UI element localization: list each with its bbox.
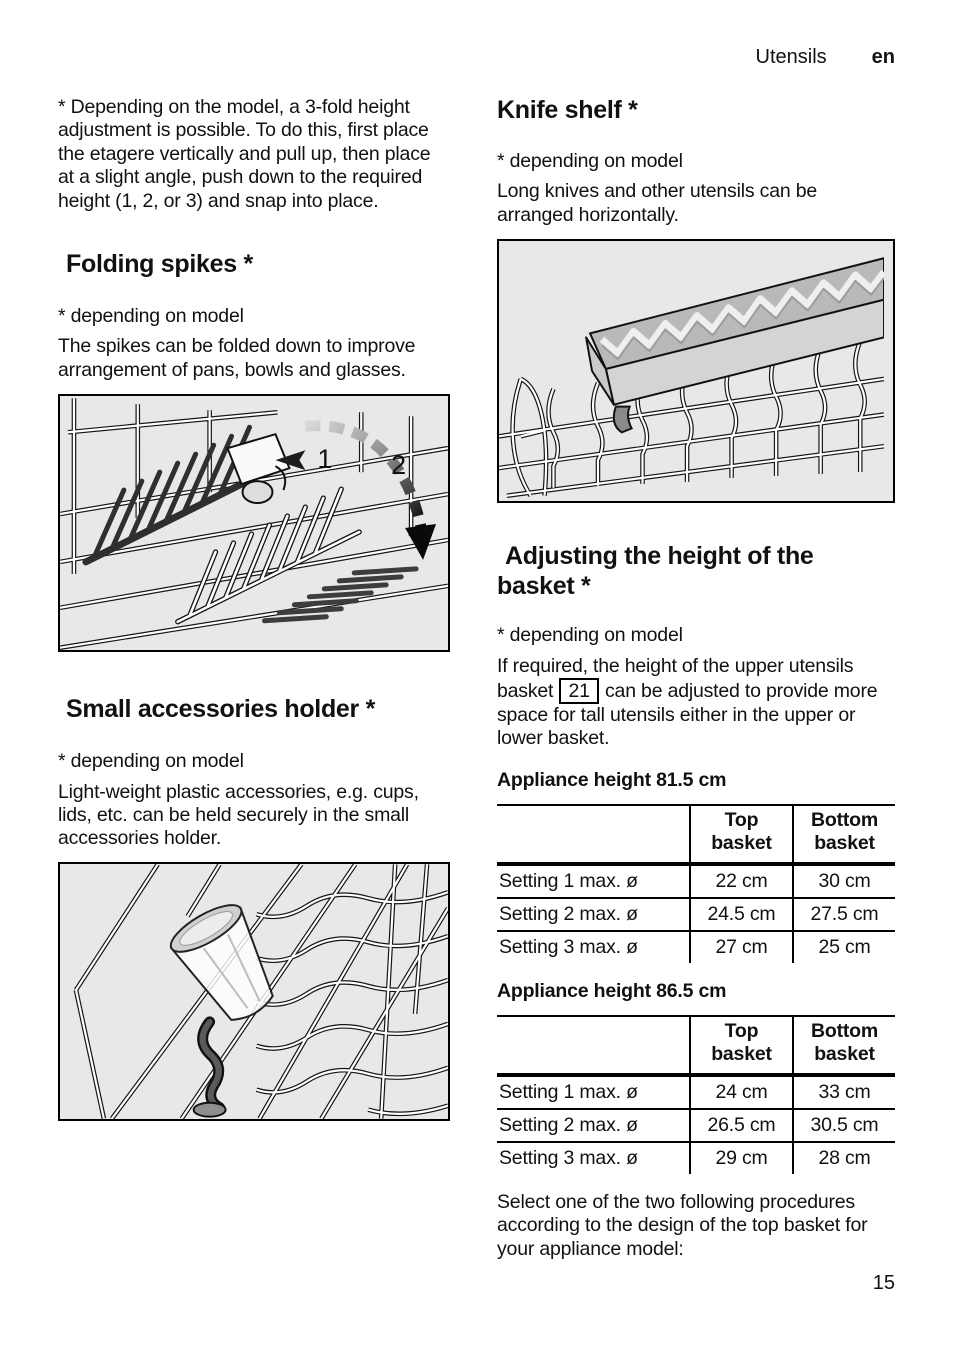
setting-label: Setting 3 max. ø (497, 1142, 690, 1174)
knife-shelf-body: Long knives and other utensils can be arranged horizontally. (497, 180, 817, 226)
page-number: 15 (872, 1272, 895, 1294)
closing-paragraph: Select one of the two following procedures according to the design of the top basket for your appliance model: (497, 1190, 868, 1260)
body-after-ref: can be adjusted to provide more space for tall utensils either in the upper or lower basket. (497, 680, 878, 750)
top-basket-header: Top basket (690, 1016, 793, 1075)
height-table-81 (497, 804, 895, 963)
figure-folding-spikes (58, 394, 450, 652)
bottom-basket-value: 30 cm (818, 869, 871, 892)
top-basket-value: 24 cm (690, 1075, 793, 1109)
folding-spikes-title: Folding spikes * (66, 250, 253, 279)
empty-header-cell (497, 805, 690, 864)
small-accessories-model-note: * depending on model (58, 750, 244, 773)
folding-spikes-illustration (60, 396, 448, 650)
header-section-title: Utensils (755, 46, 827, 68)
setting-label: Setting 3 max. ø (497, 931, 690, 963)
setting-label: Setting 1 max. ø (499, 1080, 638, 1103)
bottom-basket-value: 27.5 cm (793, 898, 895, 931)
table-row (497, 898, 895, 931)
basket-ref-box: 21 (559, 678, 598, 704)
bottom-basket-header: Bottom basket (793, 805, 895, 864)
table-row (497, 1075, 895, 1109)
setting-label: Setting 1 max. ø (499, 869, 638, 892)
figure-label-1: 1 (317, 444, 333, 475)
setting-label: Setting 2 max. ø (497, 1109, 690, 1142)
table-header-row (497, 1016, 895, 1075)
top-basket-value: 29 cm (690, 1142, 793, 1174)
figure-small-accessories-holder (58, 862, 450, 1121)
knife-shelf-model-note: * depending on model (497, 150, 683, 172)
tray-hook (614, 407, 632, 433)
bottom-basket-value: 28 cm (793, 1142, 895, 1174)
table-row (497, 931, 895, 963)
height-adjustment-body (497, 655, 895, 751)
height-table-86 (497, 1015, 895, 1174)
empty-header-cell (497, 1016, 690, 1075)
body-before-ref: If required, the height of the upper utensils basket (497, 654, 854, 703)
height-adjustment-model-note: * depending on model (497, 624, 683, 647)
right-column (497, 0, 895, 1261)
setting-label: Setting 2 max. ø (497, 898, 690, 931)
knife-shelf-title: Knife shelf * (497, 96, 638, 124)
figure-label-2: 2 (391, 450, 407, 481)
etagere-intro-paragraph: * Depending on the model, a 3-fold height adjustment is possible. To do this, first place the etagere vertically and pull up, then place at a slight angle, push down to the required height (1, 2, or 3) and snap into place. (58, 96, 431, 212)
folding-spikes-body: The spikes can be folded down to improve arrangement of pans, bowls and glasses. (58, 335, 416, 381)
height-adjustment-title: Adjusting the height of the basket * (497, 542, 814, 601)
table-caption-81: Appliance height 81.5 cm (497, 768, 727, 791)
bottom-basket-value: 25 cm (793, 931, 895, 963)
small-accessories-body: Light-weight plastic accessories, e.g. cups, lids, etc. can be held securely in the small accessories holder. (58, 780, 419, 850)
bottom-basket-value: 33 cm (818, 1080, 871, 1103)
small-accessories-illustration (60, 864, 448, 1119)
table-header-row (497, 805, 895, 864)
left-column (58, 0, 450, 1121)
folding-spikes-model-note: * depending on model (58, 305, 244, 328)
bottom-basket-value: 30.5 cm (793, 1109, 895, 1142)
knife-shelf-illustration (499, 241, 884, 501)
top-basket-header: Top basket (690, 805, 793, 864)
bottom-basket-header: Bottom basket (793, 1016, 895, 1075)
figure-knife-shelf (497, 239, 895, 503)
small-accessories-title: Small accessories holder * (66, 695, 376, 724)
top-basket-value: 24.5 cm (690, 898, 793, 931)
top-basket-value: 27 cm (690, 931, 793, 963)
table-row (497, 1109, 895, 1142)
header-language-code: en (871, 46, 895, 68)
top-basket-value: 22 cm (690, 864, 793, 898)
table-row (497, 864, 895, 898)
table-row (497, 1142, 895, 1174)
table-caption-86: Appliance height 86.5 cm (497, 979, 727, 1002)
top-basket-value: 26.5 cm (690, 1109, 793, 1142)
